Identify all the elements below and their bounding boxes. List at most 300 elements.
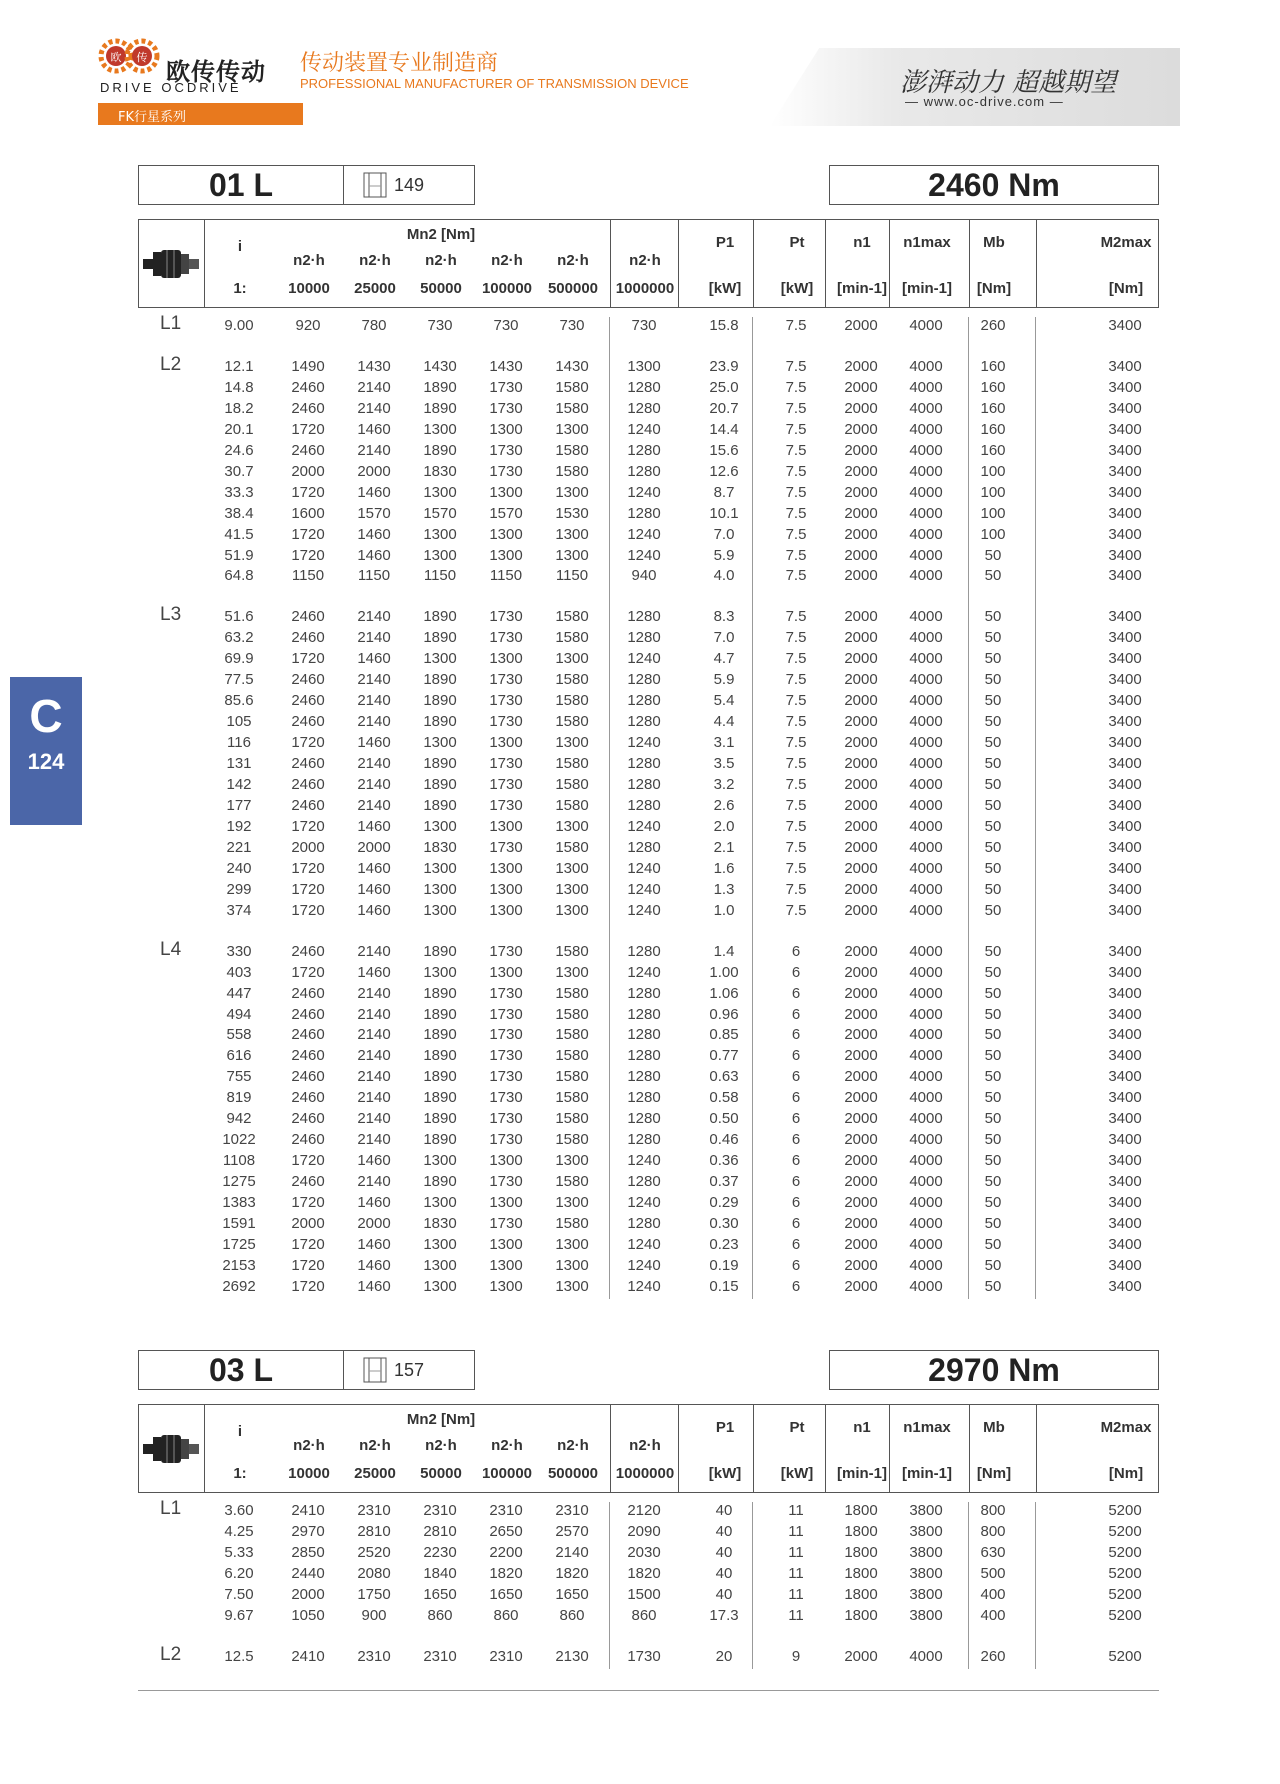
value-cell: 4000 — [909, 984, 943, 1002]
value-cell: 40 — [715, 1543, 733, 1561]
value-cell: 4000 — [909, 1152, 943, 1170]
value-cell: 4000 — [909, 901, 943, 919]
value-cell: 4000 — [909, 483, 943, 501]
col-n1-unit: [min-1] — [837, 1465, 887, 1482]
col-hours-500000: 500000 — [547, 1465, 599, 1482]
value-cell: 1890 — [423, 1068, 457, 1086]
col-m2max-label: M2max — [1100, 234, 1152, 251]
value-cell: 1730 — [489, 462, 523, 480]
col-hours-500000: 500000 — [547, 280, 599, 297]
model-name: 03 L — [139, 1351, 344, 1389]
ratio-cell: 2153 — [222, 1256, 256, 1274]
value-cell: 2460 — [291, 1173, 325, 1191]
value-cell: 1460 — [357, 1235, 391, 1253]
value-cell: 50 — [984, 1235, 1002, 1253]
value-cell: 7.5 — [785, 504, 807, 522]
value-cell: 3400 — [1108, 1047, 1142, 1065]
value-cell: 2440 — [291, 1564, 325, 1582]
value-cell: 50 — [984, 546, 1002, 564]
value-cell: 730 — [631, 317, 657, 334]
value-cell: 7.5 — [785, 796, 807, 814]
col-pt-label: Pt — [789, 234, 805, 251]
ratio-cell: 12.1 — [224, 357, 254, 375]
value-cell: 50 — [984, 963, 1002, 981]
value-cell: 1800 — [844, 1585, 878, 1603]
value-cell: 100 — [980, 525, 1006, 543]
value-cell: 1280 — [627, 1215, 661, 1232]
value-cell: 1300 — [489, 859, 523, 877]
value-cell: 2000 — [844, 650, 878, 668]
value-cell: 100 — [980, 504, 1006, 522]
value-cell: 4000 — [909, 859, 943, 877]
value-cell: 3400 — [1108, 880, 1142, 898]
value-cell: 1240 — [627, 1194, 661, 1212]
value-cell: 5200 — [1108, 1564, 1142, 1582]
value-cell: 1730 — [489, 671, 523, 689]
series-label: FK行星系列 — [118, 110, 187, 125]
page-reference-icon — [363, 172, 387, 198]
value-cell: 3400 — [1108, 1005, 1142, 1023]
value-cell: 630 — [980, 1543, 1006, 1561]
value-cell: 1460 — [357, 650, 391, 668]
value-cell: 1580 — [555, 838, 589, 856]
value-cell: 3400 — [1108, 1277, 1142, 1295]
col-hours-1000000: 1000000 — [615, 280, 675, 297]
value-cell: 1300 — [489, 1194, 523, 1212]
value-cell: 50 — [984, 1215, 1002, 1232]
value-cell: 1580 — [555, 755, 589, 773]
col-m2max-label: M2max — [1100, 1419, 1152, 1436]
ratio-cell: 18.2 — [224, 399, 254, 417]
value-cell: 50 — [984, 1089, 1002, 1107]
value-cell: 4000 — [909, 880, 943, 898]
value-cell: 2460 — [291, 1110, 325, 1128]
ratio-cell: 192 — [226, 817, 252, 835]
value-cell: 1280 — [627, 1173, 661, 1191]
model-box — [138, 1350, 475, 1390]
value-cell: 2140 — [357, 796, 391, 814]
value-cell: 2080 — [357, 1564, 391, 1582]
value-cell: 3.1 — [713, 734, 735, 752]
ratio-cell: 12.5 — [224, 1647, 254, 1665]
value-cell: 6 — [791, 1131, 801, 1149]
value-cell: 15.8 — [709, 317, 739, 334]
value-cell: 2000 — [844, 420, 878, 438]
value-cell: 4.7 — [713, 650, 735, 668]
col-i-label: i — [237, 238, 243, 255]
value-cell: 1.4 — [713, 942, 735, 960]
value-cell: 1300 — [489, 1256, 523, 1274]
value-cell: 3800 — [909, 1502, 943, 1519]
value-cell: 3400 — [1108, 755, 1142, 773]
value-cell: 1720 — [291, 525, 325, 543]
value-cell: 1500 — [627, 1585, 661, 1603]
value-cell: 940 — [631, 567, 657, 585]
value-cell: 4000 — [909, 796, 943, 814]
value-cell: 1300 — [555, 817, 589, 835]
value-cell: 1580 — [555, 608, 589, 626]
value-cell: 1280 — [627, 1068, 661, 1086]
brand-name-cn: 欧传传动 — [166, 58, 266, 86]
ratio-cell: 9.67 — [224, 1606, 254, 1624]
value-cell: 6 — [791, 1047, 801, 1065]
value-cell: 1580 — [555, 1047, 589, 1065]
value-cell: 2970 — [291, 1522, 325, 1540]
value-cell: 1720 — [291, 817, 325, 835]
value-cell: 1730 — [489, 692, 523, 710]
body-divider — [752, 1502, 753, 1669]
value-cell: 1820 — [489, 1564, 523, 1582]
body-divider — [1035, 1502, 1036, 1669]
value-cell: 1300 — [489, 1235, 523, 1253]
value-cell: 3400 — [1108, 1152, 1142, 1170]
value-cell: 1580 — [555, 1215, 589, 1232]
value-cell: 5200 — [1108, 1502, 1142, 1519]
value-cell: 50 — [984, 1194, 1002, 1212]
value-cell: 50 — [984, 755, 1002, 773]
value-cell: 11 — [788, 1564, 804, 1582]
value-cell: 2140 — [357, 1005, 391, 1023]
value-cell: 2090 — [627, 1522, 661, 1540]
ratio-cell: 63.2 — [224, 629, 254, 647]
value-cell: 1800 — [844, 1606, 878, 1624]
value-cell: 160 — [980, 378, 1006, 396]
value-cell: 5.9 — [713, 546, 735, 564]
value-cell: 7.5 — [785, 838, 807, 856]
value-cell: 2000 — [844, 1173, 878, 1191]
value-cell: 1430 — [357, 357, 391, 375]
value-cell: 1650 — [555, 1585, 589, 1603]
value-cell: 2460 — [291, 1068, 325, 1086]
value-cell: 1730 — [489, 942, 523, 960]
value-cell: 1460 — [357, 734, 391, 752]
value-cell: 4000 — [909, 817, 943, 835]
value-cell: 2410 — [291, 1647, 325, 1665]
value-cell: 50 — [984, 608, 1002, 626]
value-cell: 1580 — [555, 629, 589, 647]
value-cell: 3400 — [1108, 1173, 1142, 1191]
col-mn2-label: Mn2 [Nm] — [406, 226, 476, 243]
value-cell: 50 — [984, 671, 1002, 689]
value-cell: 1280 — [627, 692, 661, 710]
ratio-cell: 5.33 — [224, 1543, 254, 1561]
brand-name-en: DRIVE OCDRIVE — [100, 80, 242, 95]
value-cell: 8.7 — [713, 483, 735, 501]
value-cell: 1730 — [489, 608, 523, 626]
value-cell: 7.5 — [785, 629, 807, 647]
table-header — [138, 219, 1159, 308]
value-cell: 1240 — [627, 1152, 661, 1170]
value-cell: 1890 — [423, 1131, 457, 1149]
value-cell: 1300 — [423, 546, 457, 564]
value-cell: 1.00 — [709, 963, 739, 981]
value-cell: 1300 — [423, 483, 457, 501]
value-cell: 2810 — [357, 1522, 391, 1540]
tagline-cn: 传动装置专业制造商 — [300, 51, 499, 76]
header-divider — [1036, 1405, 1037, 1492]
value-cell: 1280 — [627, 378, 661, 396]
value-cell: 2000 — [844, 525, 878, 543]
value-cell: 6 — [791, 1256, 801, 1274]
value-cell: 1730 — [489, 796, 523, 814]
value-cell: 1300 — [555, 525, 589, 543]
value-cell: 7.5 — [785, 755, 807, 773]
value-cell: 0.15 — [709, 1277, 739, 1295]
value-cell: 3400 — [1108, 1194, 1142, 1212]
ratio-cell: 240 — [226, 859, 252, 877]
svg-text:欧: 欧 — [110, 51, 122, 64]
value-cell: 920 — [295, 317, 321, 334]
value-cell: 2200 — [489, 1543, 523, 1561]
value-cell: 1280 — [627, 1047, 661, 1065]
value-cell: 4000 — [909, 399, 943, 417]
value-cell: 7.5 — [785, 483, 807, 501]
ratio-cell: 558 — [226, 1026, 252, 1044]
value-cell: 50 — [984, 1277, 1002, 1295]
value-cell: 3400 — [1108, 525, 1142, 543]
value-cell: 7.0 — [713, 525, 735, 543]
value-cell: 1150 — [357, 567, 391, 585]
value-cell: 10.1 — [709, 504, 739, 522]
value-cell: 3.2 — [713, 776, 735, 793]
value-cell: 11 — [788, 1522, 804, 1540]
value-cell: 1580 — [555, 1173, 589, 1191]
value-cell: 1650 — [489, 1585, 523, 1603]
value-cell: 4000 — [909, 317, 943, 334]
value-cell: 2460 — [291, 378, 325, 396]
value-cell: 1820 — [555, 1564, 589, 1582]
col-i-label: i — [237, 1423, 243, 1440]
value-cell: 2460 — [291, 608, 325, 626]
value-cell: 1890 — [423, 671, 457, 689]
value-cell: 5200 — [1108, 1522, 1142, 1540]
value-cell: 1580 — [555, 1131, 589, 1149]
value-cell: 1890 — [423, 1089, 457, 1107]
value-cell: 3400 — [1108, 838, 1142, 856]
value-cell: 2570 — [555, 1522, 589, 1540]
value-cell: 3400 — [1108, 1110, 1142, 1128]
value-cell: 6 — [791, 1194, 801, 1212]
value-cell: 1300 — [627, 357, 661, 375]
value-cell: 3400 — [1108, 462, 1142, 480]
value-cell: 2460 — [291, 796, 325, 814]
value-cell: 7.5 — [785, 713, 807, 731]
ratio-cell: 4.25 — [224, 1522, 254, 1540]
value-cell: 2140 — [357, 1026, 391, 1044]
value-cell: 1280 — [627, 755, 661, 773]
value-cell: 1730 — [489, 838, 523, 856]
value-cell: 1300 — [555, 546, 589, 564]
value-cell: 7.0 — [713, 629, 735, 647]
value-cell: 20.7 — [709, 399, 739, 417]
value-cell: 1300 — [423, 1235, 457, 1253]
value-cell: 4000 — [909, 755, 943, 773]
value-cell: 50 — [984, 1131, 1002, 1149]
value-cell: 2000 — [844, 859, 878, 877]
value-cell: 1.6 — [713, 859, 735, 877]
value-cell: 2000 — [844, 1131, 878, 1149]
value-cell: 1460 — [357, 483, 391, 501]
ratio-cell: 221 — [226, 838, 252, 856]
value-cell: 2000 — [844, 399, 878, 417]
value-cell: 50 — [984, 567, 1002, 585]
value-cell: 1300 — [423, 880, 457, 898]
value-cell: 2000 — [357, 462, 391, 480]
value-cell: 1580 — [555, 399, 589, 417]
value-cell: 2310 — [357, 1502, 391, 1519]
body-divider — [609, 317, 610, 1299]
stage-label: L2 — [160, 1643, 182, 1665]
rated-torque: 2460 Nm — [829, 165, 1159, 205]
value-cell: 4000 — [909, 504, 943, 522]
value-cell: 1280 — [627, 399, 661, 417]
value-cell: 3400 — [1108, 504, 1142, 522]
value-cell: 1890 — [423, 1173, 457, 1191]
value-cell: 2140 — [357, 942, 391, 960]
col-n1-unit: [min-1] — [837, 280, 887, 297]
ratio-cell: 1591 — [222, 1215, 256, 1232]
value-cell: 4000 — [909, 420, 943, 438]
value-cell: 4000 — [909, 671, 943, 689]
value-cell: 1530 — [555, 504, 589, 522]
value-cell: 1580 — [555, 1089, 589, 1107]
value-cell: 1300 — [489, 546, 523, 564]
value-cell: 3400 — [1108, 734, 1142, 752]
value-cell: 2230 — [423, 1543, 457, 1561]
value-cell: 1730 — [489, 399, 523, 417]
col-hours-50000: 50000 — [420, 280, 462, 297]
value-cell: 1300 — [423, 734, 457, 752]
value-cell: 0.50 — [709, 1110, 739, 1128]
value-cell: 1580 — [555, 462, 589, 480]
ratio-cell: 1725 — [222, 1235, 256, 1253]
stage-label: L3 — [160, 604, 182, 626]
value-cell: 0.96 — [709, 1005, 739, 1023]
col-n2h-label: n2·h — [425, 1437, 457, 1454]
value-cell: 1430 — [555, 357, 589, 375]
model-page-ref: 149 — [394, 175, 425, 195]
value-cell: 4000 — [909, 1173, 943, 1191]
value-cell: 780 — [361, 317, 387, 334]
value-cell: 1890 — [423, 629, 457, 647]
value-cell: 1280 — [627, 671, 661, 689]
value-cell: 3400 — [1108, 796, 1142, 814]
value-cell: 3400 — [1108, 984, 1142, 1002]
value-cell: 1300 — [489, 650, 523, 668]
ratio-cell: 3.60 — [224, 1502, 254, 1519]
value-cell: 160 — [980, 399, 1006, 417]
value-cell: 1240 — [627, 483, 661, 501]
value-cell: 1240 — [627, 1235, 661, 1253]
col-mb-unit: [Nm] — [976, 280, 1012, 297]
value-cell: 1300 — [555, 859, 589, 877]
value-cell: 2000 — [291, 1215, 325, 1232]
value-cell: 4000 — [909, 441, 943, 459]
value-cell: 2000 — [844, 1110, 878, 1128]
gearbox-icon — [143, 248, 199, 285]
value-cell: 860 — [493, 1606, 519, 1624]
value-cell: 1890 — [423, 399, 457, 417]
ratio-cell: 403 — [226, 963, 252, 981]
col-hours-1000000: 1000000 — [615, 1465, 675, 1482]
value-cell: 1820 — [627, 1564, 661, 1582]
value-cell: 4000 — [909, 1047, 943, 1065]
col-pt-unit: [kW] — [780, 280, 814, 297]
value-cell: 1730 — [489, 1068, 523, 1086]
value-cell: 160 — [980, 357, 1006, 375]
value-cell: 1460 — [357, 546, 391, 564]
value-cell: 1280 — [627, 504, 661, 522]
value-cell: 1300 — [423, 1277, 457, 1295]
value-cell: 860 — [427, 1606, 453, 1624]
value-cell: 4000 — [909, 357, 943, 375]
value-cell: 1890 — [423, 1026, 457, 1044]
table-header — [138, 1404, 1159, 1493]
value-cell: 1300 — [555, 483, 589, 501]
value-cell: 7.5 — [785, 546, 807, 564]
ratio-cell: 177 — [226, 796, 252, 814]
value-cell: 3400 — [1108, 1235, 1142, 1253]
value-cell: 1300 — [423, 817, 457, 835]
value-cell: 1300 — [555, 420, 589, 438]
value-cell: 0.30 — [709, 1215, 739, 1232]
value-cell: 6 — [791, 1215, 801, 1232]
value-cell: 800 — [980, 1502, 1006, 1519]
value-cell: 2140 — [357, 1068, 391, 1086]
value-cell: 4000 — [909, 942, 943, 960]
ratio-cell: 14.8 — [224, 378, 254, 396]
ratio-cell: 299 — [226, 880, 252, 898]
ratio-cell: 1275 — [222, 1173, 256, 1191]
ratio-cell: 20.1 — [224, 420, 254, 438]
body-divider — [752, 317, 753, 1299]
value-cell: 730 — [493, 317, 519, 334]
value-cell: 50 — [984, 880, 1002, 898]
value-cell: 1240 — [627, 546, 661, 564]
value-cell: 50 — [984, 776, 1002, 793]
value-cell: 1050 — [291, 1606, 325, 1624]
col-n1-label: n1 — [853, 1419, 871, 1436]
value-cell: 7.5 — [785, 378, 807, 396]
col-hours-25000: 25000 — [354, 280, 396, 297]
value-cell: 260 — [980, 317, 1006, 334]
value-cell: 3400 — [1108, 567, 1142, 585]
value-cell: 1280 — [627, 776, 661, 793]
value-cell: 4000 — [909, 713, 943, 731]
value-cell: 1570 — [357, 504, 391, 522]
value-cell: 6 — [791, 1277, 801, 1295]
value-cell: 4000 — [909, 692, 943, 710]
value-cell: 50 — [984, 1068, 1002, 1086]
value-cell: 1890 — [423, 378, 457, 396]
value-cell: 1240 — [627, 817, 661, 835]
value-cell: 160 — [980, 420, 1006, 438]
value-cell: 7.5 — [785, 776, 807, 793]
value-cell: 1280 — [627, 462, 661, 480]
value-cell: 0.85 — [709, 1026, 739, 1044]
value-cell: 25.0 — [709, 378, 739, 396]
value-cell: 12.6 — [709, 462, 739, 480]
value-cell: 2000 — [357, 1215, 391, 1232]
value-cell: 1300 — [555, 963, 589, 981]
model-name: 01 L — [139, 166, 344, 204]
value-cell: 2460 — [291, 1047, 325, 1065]
footer-divider — [138, 1690, 1159, 1691]
value-cell: 160 — [980, 441, 1006, 459]
value-cell: 3400 — [1108, 1215, 1142, 1232]
value-cell: 50 — [984, 692, 1002, 710]
value-cell: 2000 — [844, 483, 878, 501]
